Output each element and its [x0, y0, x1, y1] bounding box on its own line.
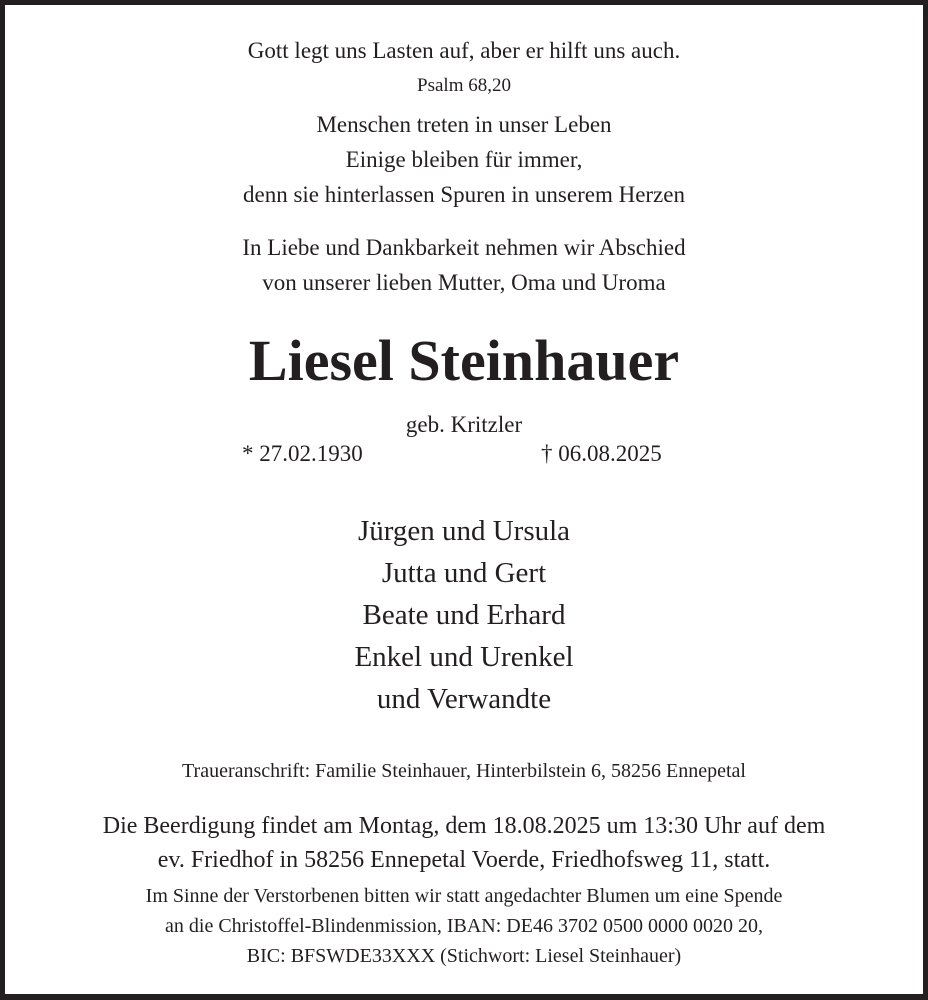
birth-date: * 27.02.1930	[242, 441, 363, 466]
death-date: † 06.08.2025	[541, 441, 662, 466]
mourner: Jutta und Gert	[381, 557, 547, 589]
mourner: Enkel und Urenkel	[354, 641, 574, 673]
funeral-line: Die Beerdigung findet am Montag, dem 18.08.2025 um 13:30 Uhr auf dem	[102, 813, 826, 839]
mourner: Jürgen und Ursula	[357, 515, 571, 547]
intro-line: In Liebe und Dankbarkeit nehmen wir Abschied	[242, 235, 686, 260]
poem-line: Menschen treten in unser Leben	[316, 112, 612, 137]
obituary-notice	[5, 5, 923, 994]
donation-line: Im Sinne der Verstorbenen bitten wir statt angedachter Blumen um eine Spende	[145, 885, 783, 907]
deceased-name: Liesel Steinhauer	[248, 328, 680, 393]
intro-line: von unserer lieben Mutter, Oma und Uroma	[262, 270, 666, 295]
mourner: und Verwandte	[376, 683, 552, 715]
funeral-line: ev. Friedhof in 58256 Ennepetal Voerde, Friedhofsweg 11, statt.	[157, 847, 771, 873]
poem-line: Einige bleiben für immer,	[345, 147, 583, 172]
poem-line: denn sie hinterlassen Spuren in unserem Herzen	[243, 182, 685, 207]
verse-reference: Psalm 68,20	[417, 75, 511, 96]
mourning-address: Traueranschrift: Familie Steinhauer, Hinterbilstein 6, 58256 Ennepetal	[182, 760, 746, 782]
birth-name: geb. Kritzler	[405, 412, 523, 437]
donation-line: an die Christoffel-Blindenmission, IBAN: DE46 3702 0500 0000 0020 20,	[165, 915, 763, 937]
verse-quote: Gott legt uns Lasten auf, aber er hilft uns auch.	[247, 38, 681, 63]
mourner: Beate und Erhard	[362, 599, 566, 631]
donation-line: BIC: BFSWDE33XXX (Stichwort: Liesel Steinhauer)	[246, 945, 682, 967]
